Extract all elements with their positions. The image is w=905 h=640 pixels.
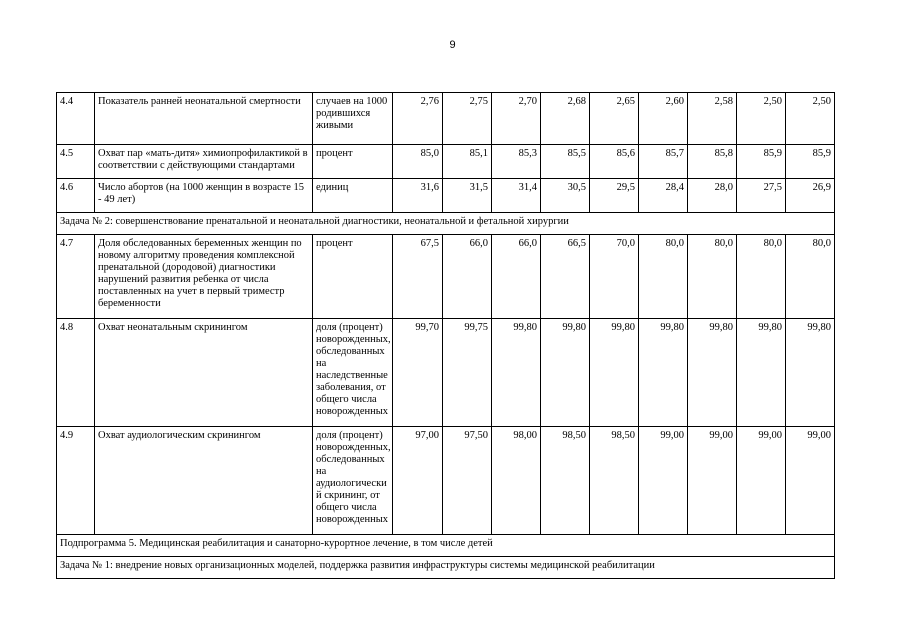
value-cell: 27,5 [737, 179, 786, 213]
value-cell: 80,0 [639, 235, 688, 319]
value-cell: 2,50 [786, 93, 835, 145]
value-cell: 31,6 [393, 179, 443, 213]
value-cell: 67,5 [393, 235, 443, 319]
value-cell: 98,00 [492, 427, 541, 535]
value-cell: 99,00 [688, 427, 737, 535]
section-row [57, 557, 835, 579]
unit-of-measure: случаев на 1000 родившихся живыми [313, 93, 393, 145]
value-cell: 2,65 [590, 93, 639, 145]
value-cell: 85,1 [443, 145, 492, 179]
value-cell: 99,00 [737, 427, 786, 535]
value-cell: 85,0 [393, 145, 443, 179]
table-row [57, 179, 835, 213]
section-row [57, 535, 835, 557]
value-cell: 2,58 [688, 93, 737, 145]
value-cell: 99,00 [639, 427, 688, 535]
indicator-name: Доля обследованных беременных женщин по новому алгоритму проведения комплексной пренатальной (дородовой) диагностики нарушений развития ребенка от числа поставленных на учет в первый триместр беременности [95, 235, 313, 319]
value-cell: 28,4 [639, 179, 688, 213]
table-row [57, 235, 835, 319]
value-cell: 85,9 [737, 145, 786, 179]
value-cell: 66,5 [541, 235, 590, 319]
value-cell: 97,00 [393, 427, 443, 535]
value-cell: 29,5 [590, 179, 639, 213]
value-cell: 99,80 [688, 319, 737, 427]
unit-of-measure: доля (процент) новорожденных, обследованных на наследственные заболевания, от общего числа новорожденных [313, 319, 393, 427]
section-row [57, 213, 835, 235]
value-cell: 2,76 [393, 93, 443, 145]
section-title: Подпрограмма 5. Медицинская реабилитация и санаторно-курортное лечение, в том числе детей [57, 535, 835, 557]
row-number: 4.9 [57, 427, 95, 535]
row-number: 4.7 [57, 235, 95, 319]
value-cell: 66,0 [443, 235, 492, 319]
value-cell: 2,50 [737, 93, 786, 145]
table-row [57, 319, 835, 427]
value-cell: 99,00 [786, 427, 835, 535]
value-cell: 2,60 [639, 93, 688, 145]
indicator-name: Число абортов (на 1000 женщин в возрасте 15 - 49 лет) [95, 179, 313, 213]
indicator-name: Показатель ранней неонатальной смертности [95, 93, 313, 145]
value-cell: 26,9 [786, 179, 835, 213]
value-cell: 99,80 [541, 319, 590, 427]
table-row [57, 93, 835, 145]
section-title: Задача № 1: внедрение новых организационных моделей, поддержка развития инфраструктуры системы медицинской реабилитации [57, 557, 835, 579]
indicator-name: Охват аудиологическим скринингом [95, 427, 313, 535]
row-number: 4.6 [57, 179, 95, 213]
value-cell: 98,50 [590, 427, 639, 535]
value-cell: 80,0 [786, 235, 835, 319]
value-cell: 85,7 [639, 145, 688, 179]
unit-of-measure: процент [313, 235, 393, 319]
value-cell: 99,80 [639, 319, 688, 427]
value-cell: 85,5 [541, 145, 590, 179]
value-cell: 70,0 [590, 235, 639, 319]
value-cell: 31,4 [492, 179, 541, 213]
table-body [57, 93, 835, 579]
value-cell: 2,75 [443, 93, 492, 145]
value-cell: 99,80 [590, 319, 639, 427]
page-number: 9 [449, 39, 456, 51]
row-number: 4.4 [57, 93, 95, 145]
table-row [57, 145, 835, 179]
value-cell: 80,0 [688, 235, 737, 319]
value-cell: 85,9 [786, 145, 835, 179]
value-cell: 28,0 [688, 179, 737, 213]
value-cell: 66,0 [492, 235, 541, 319]
value-cell: 99,80 [786, 319, 835, 427]
unit-of-measure: доля (процент) новорожденных, обследованных на аудиологически й скрининг, от общего числа новорожденных [313, 427, 393, 535]
row-number: 4.8 [57, 319, 95, 427]
unit-of-measure: единиц [313, 179, 393, 213]
section-title: Задача № 2: совершенствование пренатальной и неонатальной диагностики, неонатальной и фетальной хирургии [57, 213, 835, 235]
indicator-name: Охват пар «мать-дитя» химиопрофилактикой в соответствии с действующими стандартами [95, 145, 313, 179]
value-cell: 97,50 [443, 427, 492, 535]
value-cell: 99,80 [492, 319, 541, 427]
value-cell: 2,68 [541, 93, 590, 145]
indicators-table [56, 92, 835, 579]
value-cell: 98,50 [541, 427, 590, 535]
unit-of-measure: процент [313, 145, 393, 179]
value-cell: 85,3 [492, 145, 541, 179]
value-cell: 30,5 [541, 179, 590, 213]
value-cell: 80,0 [737, 235, 786, 319]
value-cell: 85,8 [688, 145, 737, 179]
value-cell: 31,5 [443, 179, 492, 213]
row-number: 4.5 [57, 145, 95, 179]
value-cell: 2,70 [492, 93, 541, 145]
value-cell: 99,75 [443, 319, 492, 427]
value-cell: 99,80 [737, 319, 786, 427]
table-row [57, 427, 835, 535]
indicator-name: Охват неонатальным скринингом [95, 319, 313, 427]
value-cell: 85,6 [590, 145, 639, 179]
value-cell: 99,70 [393, 319, 443, 427]
